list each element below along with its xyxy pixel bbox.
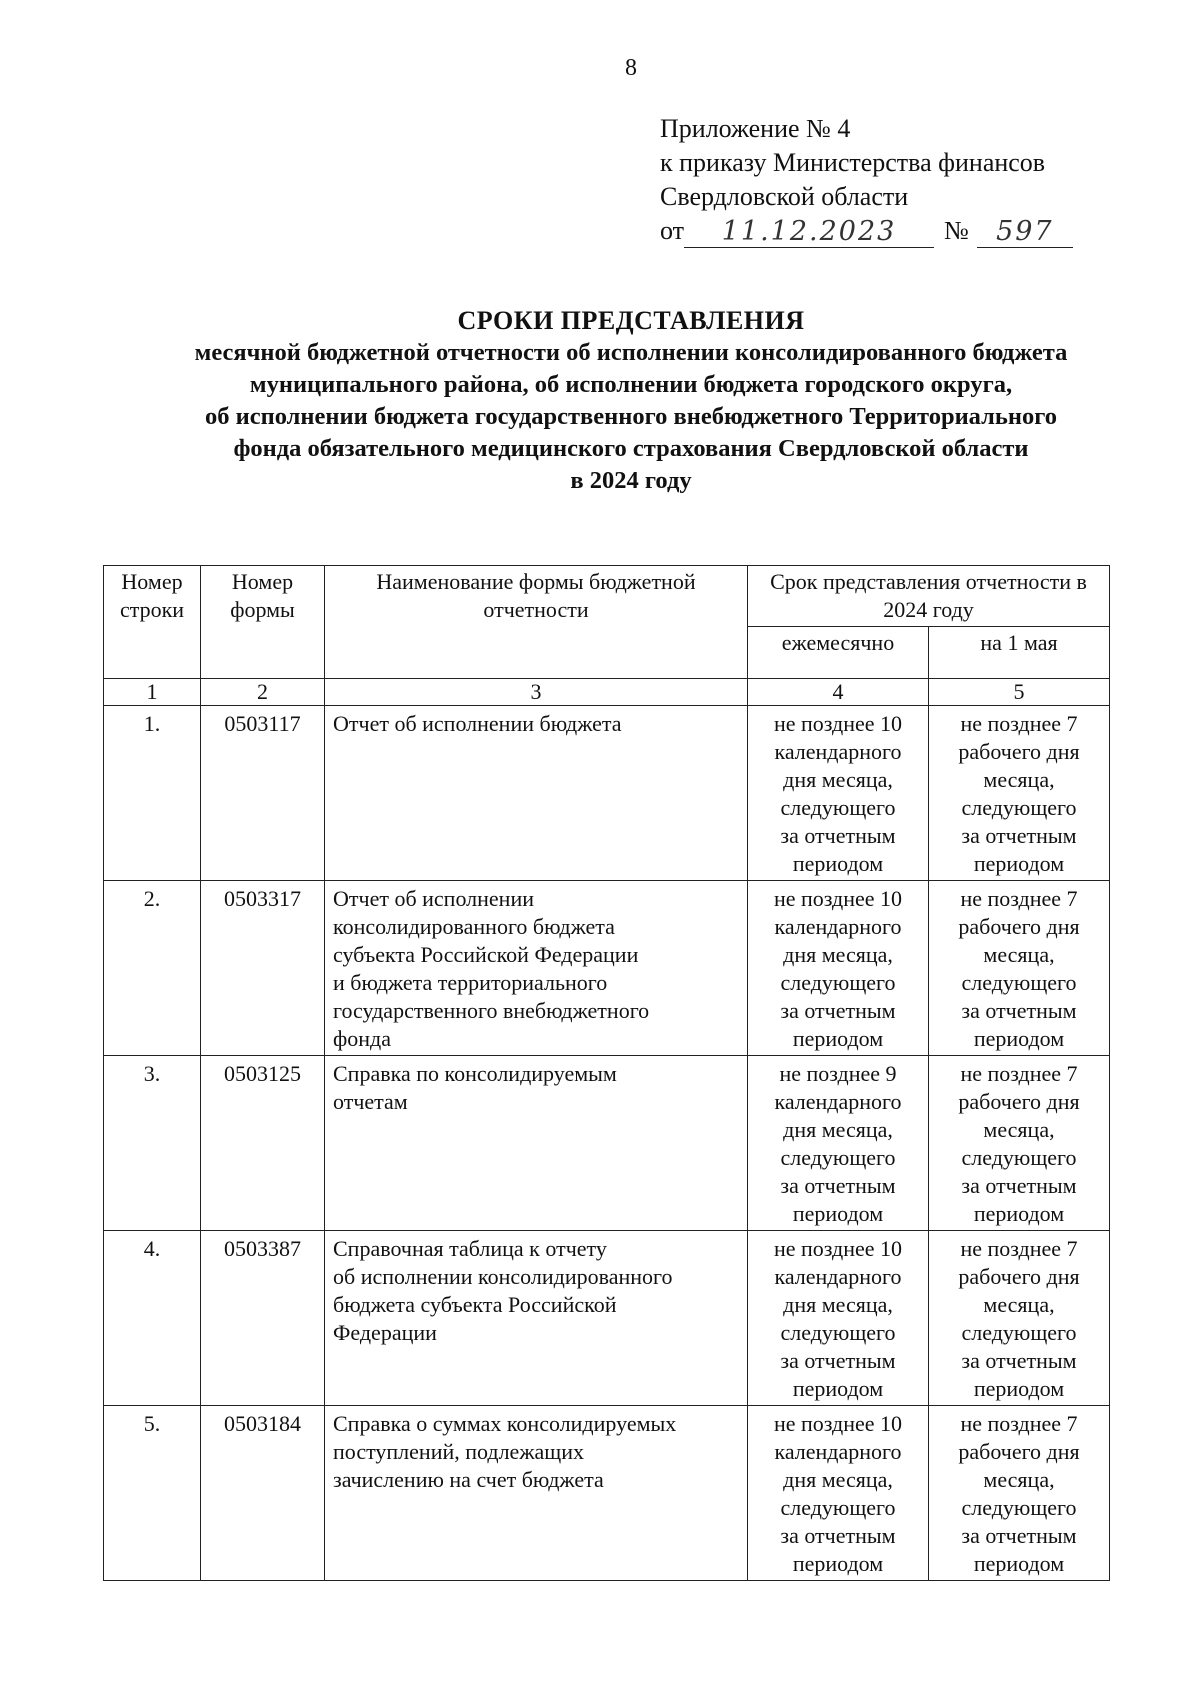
form-number-cell: 0503317: [201, 881, 325, 1056]
form-name-cell: [325, 881, 748, 1056]
form-name-cell-line: субъекта Российской Федерации: [333, 942, 639, 967]
form-name-cell-line: Справка о суммах консолидируемых: [333, 1411, 677, 1436]
may-1-deadline-cell-line: за отчетным: [961, 1173, 1077, 1198]
may-1-deadline-cell-line: за отчетным: [961, 998, 1077, 1023]
monthly-deadline-cell-line: за отчетным: [780, 1348, 896, 1373]
monthly-deadline-cell: [748, 881, 929, 1056]
monthly-deadline-cell: [748, 1231, 929, 1406]
appendix-header: [660, 112, 1100, 248]
title-line-4: фонда обязательного медицинского страхования Свердловской области: [233, 435, 1029, 462]
form-name-cell: [325, 1056, 748, 1231]
may-1-deadline-cell-line: месяца,: [983, 1292, 1055, 1317]
header-form-number: Номер формы: [201, 566, 325, 679]
monthly-deadline-cell: [748, 1056, 929, 1231]
table-body: [104, 679, 1110, 1581]
form-name-cell: [325, 1406, 748, 1581]
may-1-deadline-cell-line: не позднее 7: [960, 1061, 1078, 1086]
handwritten-order-date: 11.12.2023: [684, 217, 934, 248]
monthly-deadline-cell-line: следующего: [780, 970, 896, 995]
number-label: №: [944, 216, 969, 245]
may-1-deadline-cell-line: следующего: [961, 970, 1077, 995]
may-1-deadline-cell-line: периодом: [973, 1376, 1065, 1401]
header-row-number: Номер строки: [104, 566, 201, 679]
may-1-deadline-cell-line: за отчетным: [961, 823, 1077, 848]
monthly-deadline-cell-line: периодом: [792, 1201, 884, 1226]
form-name-cell: [325, 1231, 748, 1406]
may-1-deadline-cell-line: периодом: [973, 1551, 1065, 1576]
order-date-number-line: [660, 214, 1100, 248]
may-1-deadline-cell-line: рабочего дня: [958, 739, 1080, 764]
may-1-deadline-cell-line: периодом: [973, 851, 1065, 876]
monthly-deadline-cell-line: дня месяца,: [783, 767, 893, 792]
monthly-deadline-cell-line: дня месяца,: [783, 1117, 893, 1142]
appendix-line-3: Свердловской области: [660, 182, 909, 211]
may-1-deadline-cell-line: за отчетным: [961, 1348, 1077, 1373]
table-row: [104, 706, 1110, 881]
form-name-cell-line: зачислению на счет бюджета: [333, 1467, 604, 1492]
may-1-deadline-cell-line: месяца,: [983, 1117, 1055, 1142]
monthly-deadline-cell: [748, 706, 929, 881]
may-1-deadline-cell-line: не позднее 7: [960, 1411, 1078, 1436]
form-name-cell-line: бюджета субъекта Российской: [333, 1292, 617, 1317]
monthly-deadline-cell-line: не позднее 10: [773, 711, 903, 736]
monthly-deadline-cell-line: не позднее 10: [773, 1236, 903, 1261]
may-1-deadline-cell-line: следующего: [961, 795, 1077, 820]
monthly-deadline-cell: [748, 1406, 929, 1581]
header-deadline: Срок представления отчетности в 2024 году: [748, 566, 1110, 627]
monthly-deadline-cell-line: следующего: [780, 1495, 896, 1520]
monthly-deadline-cell-line: следующего: [780, 795, 896, 820]
table-row: [104, 1406, 1110, 1581]
form-number-cell: 0503117: [201, 706, 325, 881]
monthly-deadline-cell-line: календарного: [774, 914, 902, 939]
row-number-cell: 2.: [104, 881, 201, 1056]
table-row: [104, 1056, 1110, 1231]
form-name-cell-line: отчетам: [333, 1089, 408, 1114]
monthly-deadline-cell-line: следующего: [780, 1320, 896, 1345]
form-name-cell-line: Справка по консолидируемым: [333, 1061, 617, 1086]
may-1-deadline-cell-line: не позднее 7: [960, 711, 1078, 736]
may-1-deadline-cell-line: месяца,: [983, 942, 1055, 967]
form-name-cell-line: поступлений, подлежащих: [333, 1439, 585, 1464]
monthly-deadline-cell-line: не позднее 10: [773, 886, 903, 911]
header-may-1: на 1 мая: [929, 627, 1110, 679]
monthly-deadline-cell-line: не позднее 9: [779, 1061, 897, 1086]
may-1-deadline-cell-line: рабочего дня: [958, 1089, 1080, 1114]
row-number-cell: 5.: [104, 1406, 201, 1581]
monthly-deadline-cell-line: следующего: [780, 1145, 896, 1170]
column-number: 3: [325, 679, 748, 706]
document-title: [100, 305, 1162, 497]
form-name-cell-line: консолидированного бюджета: [333, 914, 615, 939]
may-1-deadline-cell-line: рабочего дня: [958, 1439, 1080, 1464]
monthly-deadline-cell-line: дня месяца,: [783, 942, 893, 967]
appendix-line-2: к приказу Министерства финансов: [660, 148, 1046, 177]
monthly-deadline-cell-line: календарного: [774, 1089, 902, 1114]
header-form-name: Наименование формы бюджетной отчетности: [325, 566, 748, 679]
may-1-deadline-cell: [929, 881, 1110, 1056]
handwritten-order-number: 597: [977, 217, 1073, 248]
monthly-deadline-cell-line: дня месяца,: [783, 1292, 893, 1317]
header-monthly: ежемесячно: [748, 627, 929, 679]
table-row: [104, 1231, 1110, 1406]
row-number-cell: 1.: [104, 706, 201, 881]
may-1-deadline-cell-line: рабочего дня: [958, 1264, 1080, 1289]
may-1-deadline-cell-line: не позднее 7: [960, 886, 1078, 911]
may-1-deadline-cell-line: следующего: [961, 1495, 1077, 1520]
deadlines-table: [103, 565, 1110, 1581]
may-1-deadline-cell: [929, 706, 1110, 881]
row-number-cell: 3.: [104, 1056, 201, 1231]
title-line-3: об исполнении бюджета государственного внебюджетного Территориального: [205, 403, 1057, 430]
title-main: СРОКИ ПРЕДСТАВЛЕНИЯ: [457, 306, 805, 335]
form-name-cell-line: Отчет об исполнении бюджета: [333, 711, 622, 736]
form-name-cell-line: об исполнении консолидированного: [333, 1264, 673, 1289]
may-1-deadline-cell-line: месяца,: [983, 1467, 1055, 1492]
may-1-deadline-cell: [929, 1056, 1110, 1231]
may-1-deadline-cell-line: следующего: [961, 1145, 1077, 1170]
form-number-cell: 0503125: [201, 1056, 325, 1231]
title-line-2: муниципального района, об исполнении бюджета городского округа,: [249, 371, 1013, 398]
may-1-deadline-cell: [929, 1406, 1110, 1581]
form-name-cell-line: фонда: [333, 1026, 391, 1051]
may-1-deadline-cell-line: за отчетным: [961, 1523, 1077, 1548]
title-line-1: месячной бюджетной отчетности об исполнении консолидированного бюджета: [194, 339, 1068, 366]
monthly-deadline-cell-line: за отчетным: [780, 998, 896, 1023]
monthly-deadline-cell-line: за отчетным: [780, 1173, 896, 1198]
monthly-deadline-cell-line: периодом: [792, 1376, 884, 1401]
monthly-deadline-cell-line: периодом: [792, 1551, 884, 1576]
page-number: 8: [625, 55, 637, 81]
monthly-deadline-cell-line: календарного: [774, 1264, 902, 1289]
table-row: [104, 881, 1110, 1056]
monthly-deadline-cell-line: не позднее 10: [773, 1411, 903, 1436]
monthly-deadline-cell-line: за отчетным: [780, 1523, 896, 1548]
monthly-deadline-cell-line: календарного: [774, 739, 902, 764]
column-number: 4: [748, 679, 929, 706]
column-number: 5: [929, 679, 1110, 706]
monthly-deadline-cell-line: периодом: [792, 851, 884, 876]
may-1-deadline-cell-line: не позднее 7: [960, 1236, 1078, 1261]
form-name-cell-line: Федерации: [333, 1320, 437, 1345]
column-number-row: [104, 679, 1110, 706]
title-line-5: в 2024 году: [570, 467, 692, 494]
may-1-deadline-cell-line: месяца,: [983, 767, 1055, 792]
may-1-deadline-cell-line: периодом: [973, 1201, 1065, 1226]
row-number-cell: 4.: [104, 1231, 201, 1406]
form-name-cell-line: государственного внебюджетного: [333, 998, 650, 1023]
form-name-cell-line: Справочная таблица к отчету: [333, 1236, 607, 1261]
appendix-line-1: Приложение № 4: [660, 114, 851, 143]
form-name-cell-line: и бюджета территориального: [333, 970, 608, 995]
form-number-cell: 0503387: [201, 1231, 325, 1406]
may-1-deadline-cell-line: следующего: [961, 1320, 1077, 1345]
monthly-deadline-cell-line: за отчетным: [780, 823, 896, 848]
may-1-deadline-cell: [929, 1231, 1110, 1406]
may-1-deadline-cell-line: периодом: [973, 1026, 1065, 1051]
from-label: от: [660, 216, 685, 245]
form-number-cell: 0503184: [201, 1406, 325, 1581]
monthly-deadline-cell-line: календарного: [774, 1439, 902, 1464]
may-1-deadline-cell-line: рабочего дня: [958, 914, 1080, 939]
column-number: 2: [201, 679, 325, 706]
form-name-cell: [325, 706, 748, 881]
form-name-cell-line: Отчет об исполнении: [333, 886, 534, 911]
column-number: 1: [104, 679, 201, 706]
monthly-deadline-cell-line: дня месяца,: [783, 1467, 893, 1492]
monthly-deadline-cell-line: периодом: [792, 1026, 884, 1051]
